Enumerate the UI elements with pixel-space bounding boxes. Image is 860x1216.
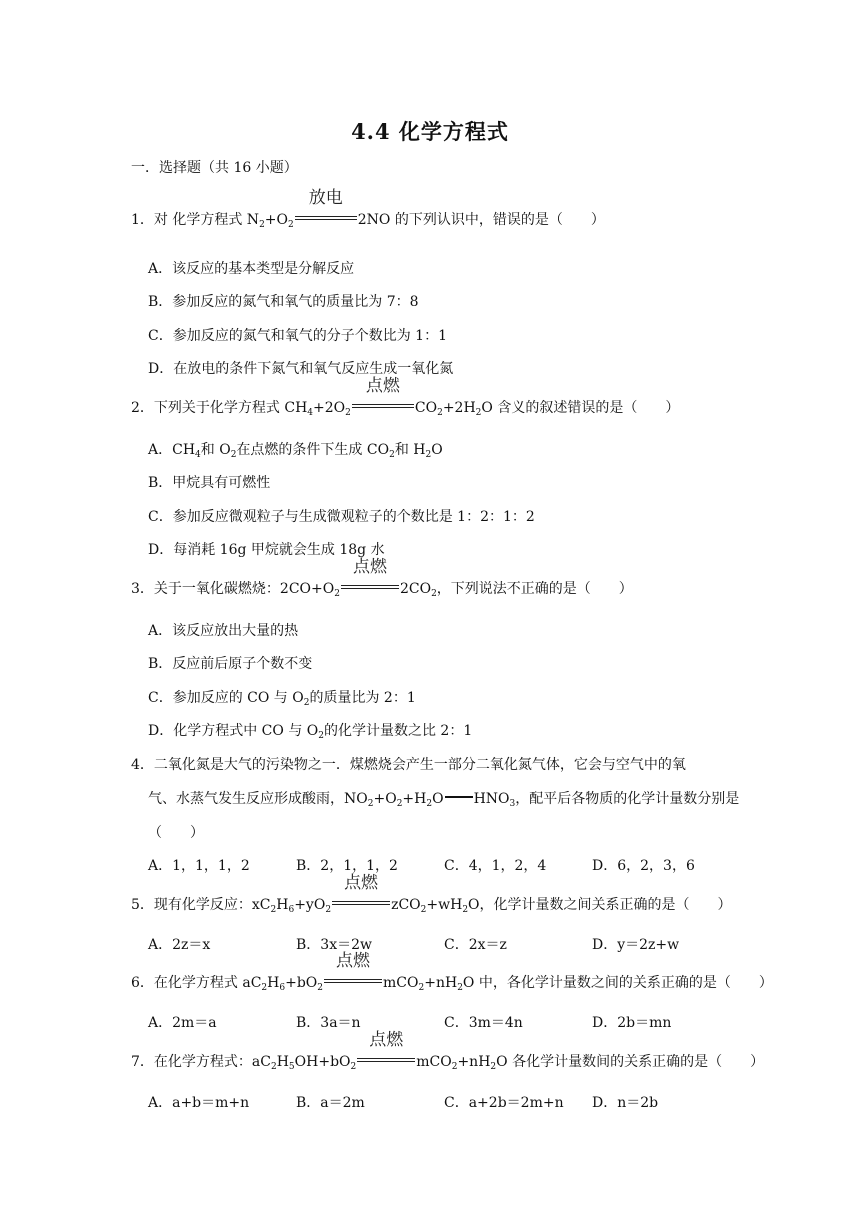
q2-option-d: D．每消耗 16g 甲烷就会生成 18g 水 [148,542,385,558]
q4-option-d: D．6，2，3，6 [592,858,695,874]
q1-option-a: A．该反应的基本类型是分解反应 [148,261,355,277]
q6-option-d: D．2b＝mn [592,1015,672,1031]
q3-option-a: A．该反应放出大量的热 [148,623,299,639]
q2-option-c: C．参加反应微观粒子与生成微观粒子的个数比是 1：2：1：2 [148,509,535,525]
q4-option-c: C．4，1，2，4 [444,858,547,874]
q6-option-c: C．3m＝4n [444,1015,523,1031]
reaction-condition: 点燃 [324,973,382,993]
q2-option-a: A．$CH_4$和 $O_2$在点燃的条件下生成 $CO_2$和 $H_2O$ [148,442,443,460]
equals-arrow [445,796,473,798]
question-2: 2．下列关于化学方程式 $CH_4+2O_2$ 点燃 $CO_2+2H_2O$ 含义的叙述错误的是（ ） [131,376,680,418]
reaction-condition: 放电 [295,210,357,230]
question-3: 3．关于一氧化碳燃烧：$2CO+O_2$ 点燃 $2CO_2$，下列说法不正确的是（ ） [131,557,633,599]
q4-option-b: B．2，1，1，2 [296,858,398,874]
q6-option-a: A．2m＝a [148,1015,217,1031]
reaction-condition: 点燃 [341,579,399,599]
reaction-condition: 点燃 [332,895,390,915]
q5-option-b: B．3x＝2w [296,937,372,953]
question-4-line-2: 气、水蒸气发生反应形成酸雨，$NO_2+O_2+H_2O$ $HNO_3$，配平后各物质的化学计量数分别是 [148,791,740,809]
question-7: 7．在化学方程式：$aC_2H_5OH+bO_2$ 点燃 $mCO_2+nH_2O$ 各化学计量数间的关系正确的是（ ） [131,1030,765,1072]
q7-option-d: D．n＝2b [592,1095,659,1111]
question-4-line-3: （ ） [148,825,204,841]
q4-option-a: A．1，1，1，2 [148,858,250,874]
q7-option-a: A．a+b＝m+n [148,1095,250,1111]
q1-option-b: B．参加反应的氮气和氧气的质量比为 7：8 [148,294,419,310]
q3-option-b: B．反应前后原子个数不变 [148,656,313,672]
reaction-condition: 点燃 [357,1052,415,1072]
q7-option-b: B．a＝2m [296,1095,365,1111]
section-heading: 一．选择题（共 16 小题） [131,160,298,176]
q3-option-d: D．化学方程式中 CO 与 $O_2$的化学计量数之比 2：1 [148,723,473,741]
q7-option-c: C．a+2b＝2m+n [444,1095,564,1111]
q5-option-d: D．y＝2z+w [592,937,680,953]
q3-option-c: C．参加反应的 CO 与 $O_2$的质量比为 2：1 [148,690,416,708]
q5-option-c: C．2x＝z [444,937,507,953]
question-4-line-1: 4．二氧化氮是大气的污染物之一．煤燃烧会产生一部分二氧化氮气体，它会与空气中的氧 [131,757,686,773]
q5-option-a: A．2z＝x [148,937,211,953]
page-title: 4.4 化学方程式 [351,119,509,144]
q1-option-c: C．参加反应的氮气和氧气的分子个数比为 1：1 [148,328,447,344]
q2-option-b: B．甲烷具有可燃性 [148,475,271,491]
question-5: 5．现有化学反应：$xC_2H_6+yO_2$ 点燃 $zCO_2+wH_2O$，化学计量数之间关系正确的是（ ） [131,873,732,915]
reaction-condition: 点燃 [352,398,414,418]
question-1: 1．对 化学方程式 $N_2+O_2$ 放电 2NO 的下列认识中，错误的是（ ） [131,188,605,230]
q6-option-b: B．3a＝n [296,1015,361,1031]
q1-option-d: D．在放电的条件下氮气和氧气反应生成一氧化氮 [148,361,454,377]
question-6: 6．在化学方程式 $aC_2H_6+bO_2$ 点燃 $mCO_2+nH_2O$ 中，各化学计量数之间的关系正确的是（ ） [131,951,773,993]
